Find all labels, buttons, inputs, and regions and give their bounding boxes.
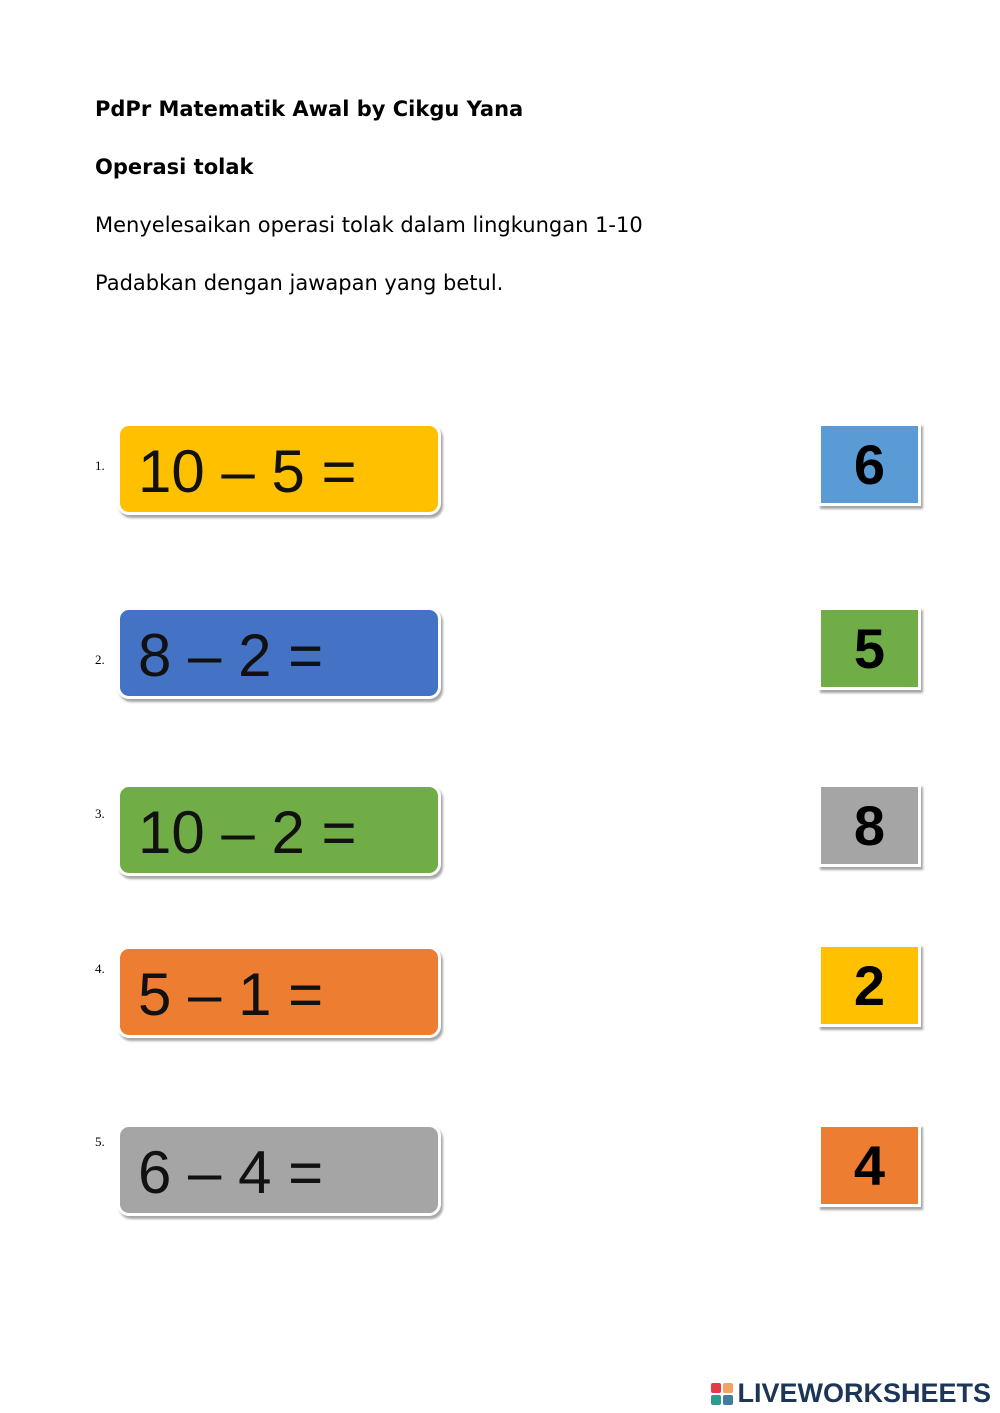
question-number: 2. bbox=[95, 652, 105, 667]
brand-name: LIVEWORKSHEETS bbox=[737, 1378, 991, 1408]
question-box[interactable] bbox=[117, 607, 441, 699]
brand-watermark bbox=[711, 1378, 991, 1409]
brand-logo-icon bbox=[711, 1383, 733, 1405]
question-number: 5. bbox=[95, 1134, 105, 1149]
answer-box[interactable] bbox=[818, 1124, 921, 1207]
answer-text: 6 bbox=[853, 433, 886, 496]
instruction-text: Padabkan dengan jawapan yang betul. bbox=[95, 271, 504, 295]
answer-text: 8 bbox=[853, 794, 886, 857]
logo-square-2 bbox=[723, 1383, 733, 1393]
answer-text: 5 bbox=[853, 617, 886, 680]
answer-text: 2 bbox=[853, 954, 886, 1017]
question-text: 8 – 2 = bbox=[138, 622, 324, 689]
answer-box[interactable] bbox=[818, 944, 921, 1027]
question-text: 10 – 5 = bbox=[138, 438, 357, 505]
answer-box[interactable] bbox=[818, 423, 921, 506]
question-number: 3. bbox=[95, 806, 105, 821]
question-text: 5 – 1 = bbox=[138, 961, 324, 1028]
answer-box[interactable] bbox=[818, 784, 921, 867]
objective-text: Menyelesaikan operasi tolak dalam lingkungan 1-10 bbox=[95, 213, 643, 237]
question-box[interactable] bbox=[117, 423, 441, 515]
answer-text: 4 bbox=[853, 1134, 886, 1197]
question-box[interactable] bbox=[117, 784, 441, 876]
logo-square-4 bbox=[723, 1395, 733, 1405]
logo-square-1 bbox=[711, 1383, 721, 1393]
question-box[interactable] bbox=[117, 1124, 441, 1216]
question-number: 1. bbox=[95, 458, 105, 473]
page-title: PdPr Matematik Awal by Cikgu Yana bbox=[95, 97, 524, 121]
question-box[interactable] bbox=[117, 946, 441, 1038]
logo-square-3 bbox=[711, 1395, 721, 1405]
question-text: 6 – 4 = bbox=[138, 1139, 324, 1206]
answer-box[interactable] bbox=[818, 607, 921, 690]
question-number: 4. bbox=[95, 961, 105, 976]
section-subtitle: Operasi tolak bbox=[95, 155, 254, 179]
question-text: 10 – 2 = bbox=[138, 799, 357, 866]
